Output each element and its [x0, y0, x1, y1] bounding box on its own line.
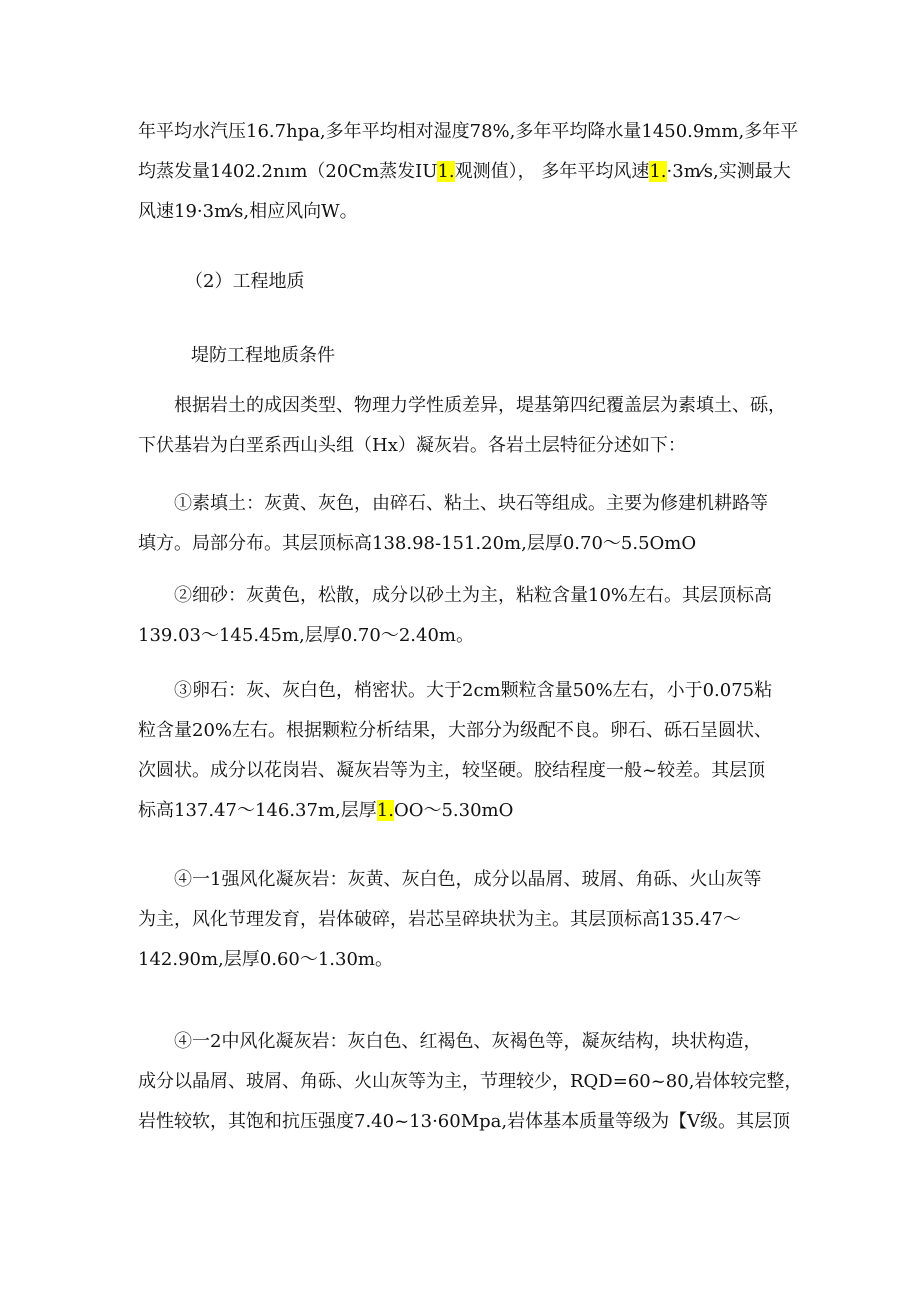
text-line [138, 484, 788, 524]
highlighted-text: 1. [649, 161, 667, 182]
text-run: 年平均水汽压16.7hpa,多年平均相对湿度78%,多年平均降水量1450.9mm,多年平 [138, 121, 799, 142]
text-line [138, 1062, 803, 1102]
text-line [138, 751, 788, 791]
text-line [138, 112, 799, 152]
text-line [191, 336, 841, 376]
text-run: ②细砂：灰黄色，松散，成分以砂土为主，粘粒含量10%左右。其层顶标高 [174, 585, 773, 606]
text-run: ·3m⁄s,实测最大 [666, 161, 791, 182]
text-line [138, 1022, 788, 1062]
text-run: 堤防工程地质条件 [191, 345, 335, 366]
subsection-heading [191, 336, 841, 376]
highlighted-text: 1. [437, 161, 455, 182]
paragraph-climate [138, 112, 799, 232]
text-run: 观测值）， 多年平均风速 [454, 161, 650, 182]
text-run: 次圆状。成分以花岗岩、凝灰岩等为主，较坚硬。胶结程度一般~较差。其层顶 [138, 760, 766, 781]
paragraph-layer3 [138, 671, 788, 831]
text-run: OO～5.30mO [393, 800, 514, 821]
text-line [138, 576, 788, 616]
text-run: 标高137.47～146.37m,层厚 [138, 800, 377, 821]
paragraph-layer1 [138, 484, 788, 564]
text-run: ④一1强风化凝灰岩：灰黄、灰白色，成分以晶屑、玻屑、角砾、火山灰等 [174, 869, 762, 890]
text-run: 岩性较软，其饱和抗压强度7.40~13·60Mpa,岩体基本质量等级为【V级。其层顶 [138, 1111, 791, 1132]
text-run: （2）工程地质 [185, 271, 305, 292]
highlighted-text: 1. [376, 800, 394, 821]
text-run: ③卵石：灰、灰白色，梢密状。大于2cm颗粒含量50%左右，小于0.075粘 [174, 680, 773, 701]
text-run: 风速19·3m⁄s,相应风向W。 [138, 201, 358, 222]
text-run: 填方。局部分布。其层顶标高138.98-151.20m,层厚0.70～5.5OmO [138, 533, 697, 554]
paragraph-layer4-1 [138, 860, 788, 980]
text-run: 根据岩土的成因类型、物理力学性质差异，堤基第四纪覆盖层为素填土、砾， [174, 395, 786, 416]
text-run: 成分以晶屑、玻屑、角砾、火山灰等为主，节理较少，RQD=60~80,岩体较完整， [138, 1071, 803, 1092]
paragraph-intro [138, 386, 788, 466]
text-line [138, 1102, 791, 1142]
text-line [138, 900, 788, 940]
text-line [138, 671, 788, 711]
text-run: 139.03～145.45m,层厚0.70～2.40m。 [138, 625, 474, 646]
text-run: 为主，风化节理发育，岩体破碎，岩芯呈碎块状为主。其层顶标高135.47～ [138, 909, 741, 930]
section-heading [185, 262, 835, 302]
text-line [138, 386, 788, 426]
text-run: 下伏基岩为白垩系西山头组（Hx）凝灰岩。各岩土层特征分述如下： [138, 435, 686, 456]
text-line [138, 860, 788, 900]
text-line [138, 616, 788, 656]
text-line [138, 791, 788, 831]
text-run: 142.90m,层厚0.60～1.30m。 [138, 949, 393, 970]
text-run: ④一2中风化凝灰岩：灰白色、红褐色、灰褐色等，凝灰结构，块状构造， [174, 1031, 762, 1052]
paragraph-layer2 [138, 576, 788, 656]
text-line [138, 940, 788, 980]
text-line [138, 152, 791, 192]
text-run: 均蒸发量1402.2nım（20Cm蒸发IU [138, 161, 438, 182]
text-run: 粒含量20%左右。根据颗粒分析结果，大部分为级配不良。卵石、砾石呈圆状、 [138, 720, 773, 741]
text-run: ①素填土：灰黄、灰色，由碎石、粘土、块石等组成。主要为修建机耕路等 [174, 493, 768, 514]
paragraph-layer4-2 [138, 1022, 803, 1142]
text-line [185, 262, 835, 302]
text-line [138, 426, 788, 466]
text-line [138, 711, 788, 751]
text-line [138, 524, 788, 564]
text-line [138, 192, 788, 232]
